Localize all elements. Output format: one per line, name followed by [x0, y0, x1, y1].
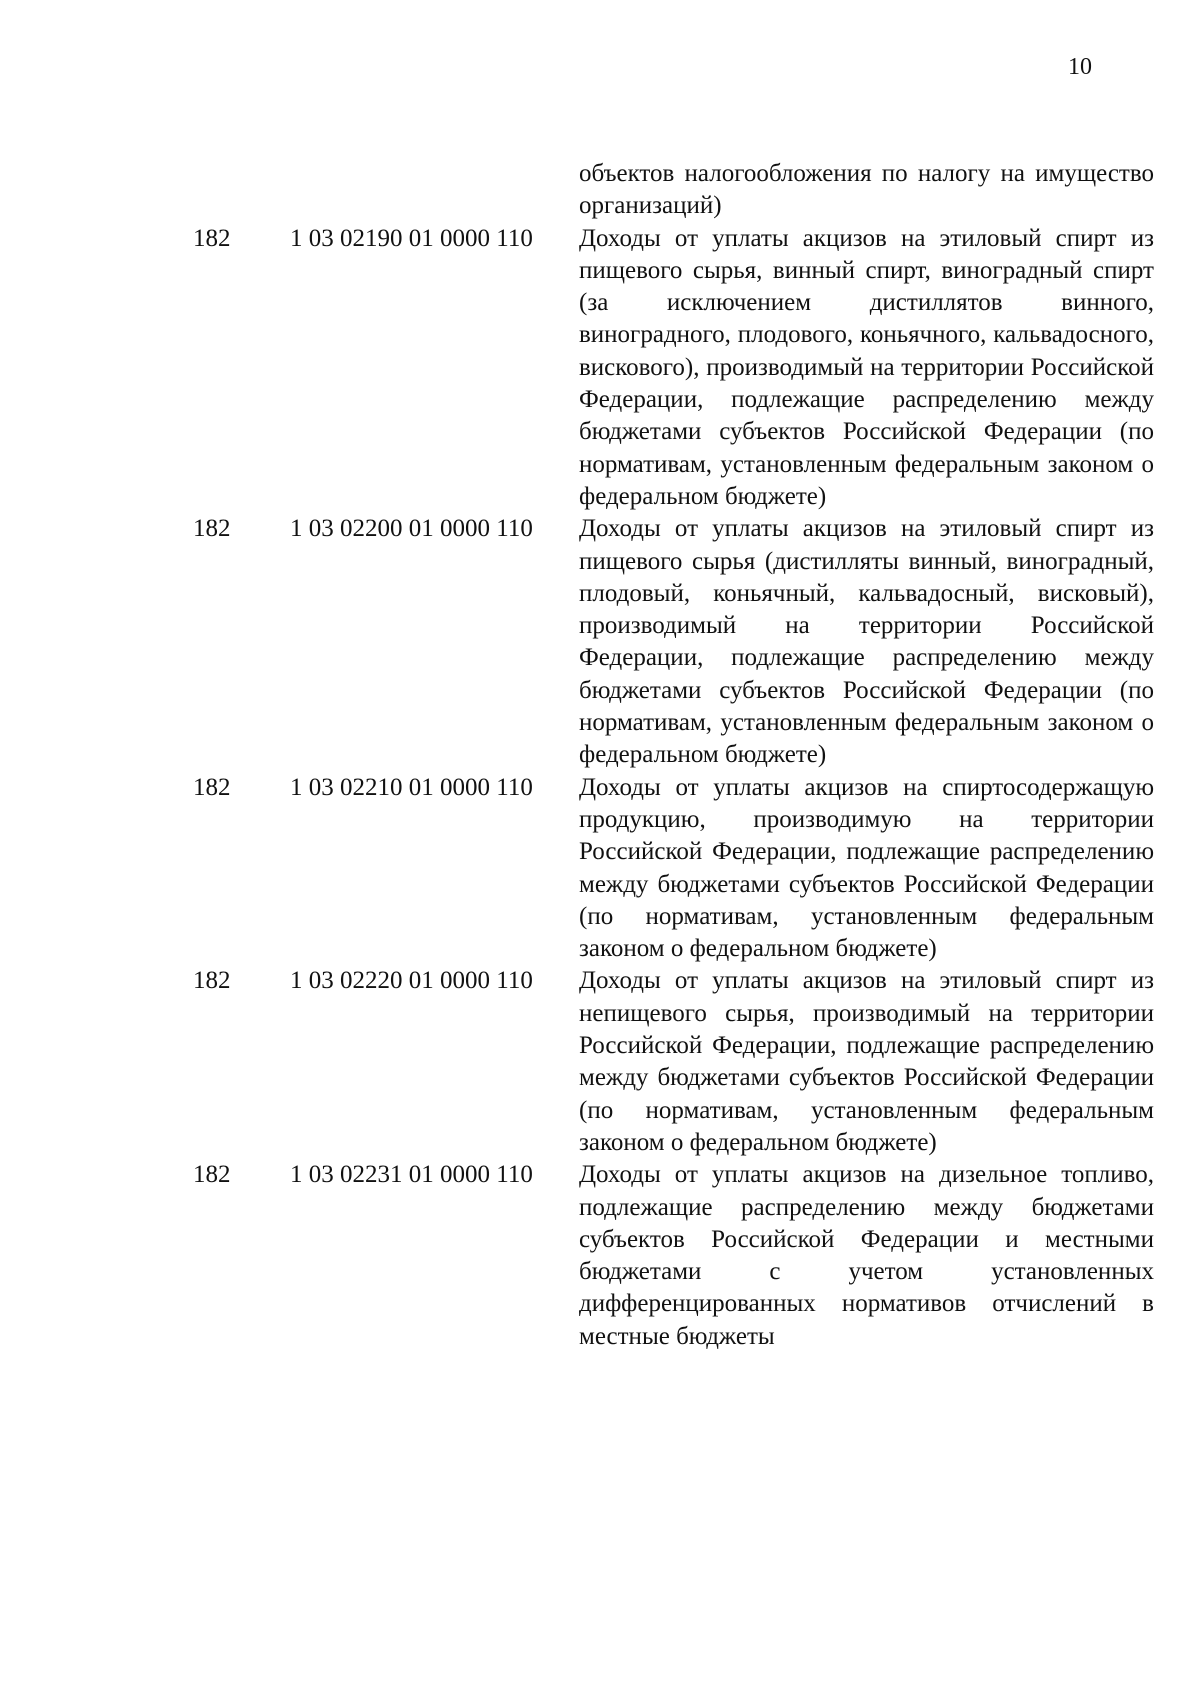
revenue-code: 1 03 02231 01 0000 110	[290, 1161, 533, 1189]
revenue-description: Доходы от уплаты акцизов на спиртосодержащую продукцию, производимую на территории Российской Федерации, подлежащие распределению между бюджетами субъектов Российской Федерации (по нормативам, установленным федеральным законом о федеральном бюджете)	[579, 773, 1154, 963]
table-row	[0, 513, 1200, 771]
admin-code: 182	[193, 967, 231, 995]
revenue-code: 1 03 02200 01 0000 110	[290, 515, 533, 543]
admin-code: 182	[193, 224, 231, 252]
revenue-description: Доходы от уплаты акцизов на этиловый спирт из непищевого сырья, производимый на территории Российской Федерации, подлежащие распределению между бюджетами субъектов Российской Федерации (по нормативам, установленным федеральным законом о федеральном бюджете)	[579, 967, 1154, 1156]
table-row	[0, 965, 1200, 1159]
page-number: 10	[1068, 54, 1092, 80]
revenue-code: 1 03 02220 01 0000 110	[290, 967, 533, 995]
revenue-table	[0, 158, 1200, 1353]
admin-code: 182	[193, 1161, 231, 1189]
admin-code: 182	[193, 773, 231, 801]
table-row	[0, 1159, 1200, 1353]
admin-code: 182	[193, 515, 231, 543]
table-row	[0, 772, 1200, 966]
revenue-description: объектов налогообложения по налогу на имущество организаций)	[579, 160, 1154, 220]
revenue-description: Доходы от уплаты акцизов на этиловый спирт из пищевого сырья, винный спирт, виноградный спирт (за исключением дистиллятов винного, виноградного, плодового, коньячного, кальвадосного, вискового), производимый на территории Российской Федерации, подлежащие распределению между бюджетами субъектов Российской Федерации (по нормативам, установленным федеральным законом о федеральном бюджете)	[579, 224, 1154, 510]
revenue-code: 1 03 02210 01 0000 110	[290, 773, 533, 801]
revenue-code: 1 03 02190 01 0000 110	[290, 224, 533, 252]
revenue-description: Доходы от уплаты акцизов на этиловый спирт из пищевого сырья (дистилляты винный, виноградный, плодовый, коньячный, кальвадосный, висковый), производимый на территории Российской Федерации, подлежащие распределению между бюджетами субъектов Российской Федерации (по нормативам, установленным федеральным законом о федеральном бюджете)	[579, 515, 1154, 769]
table-row	[0, 223, 1200, 514]
revenue-description: Доходы от уплаты акцизов на дизельное топливо, подлежащие распределению между бюджетами субъектов Российской Федерации и местными бюджетами с учетом установленных дифференцированных нормативов отчислений в местные бюджеты	[579, 1161, 1154, 1350]
table-row	[0, 158, 1200, 223]
